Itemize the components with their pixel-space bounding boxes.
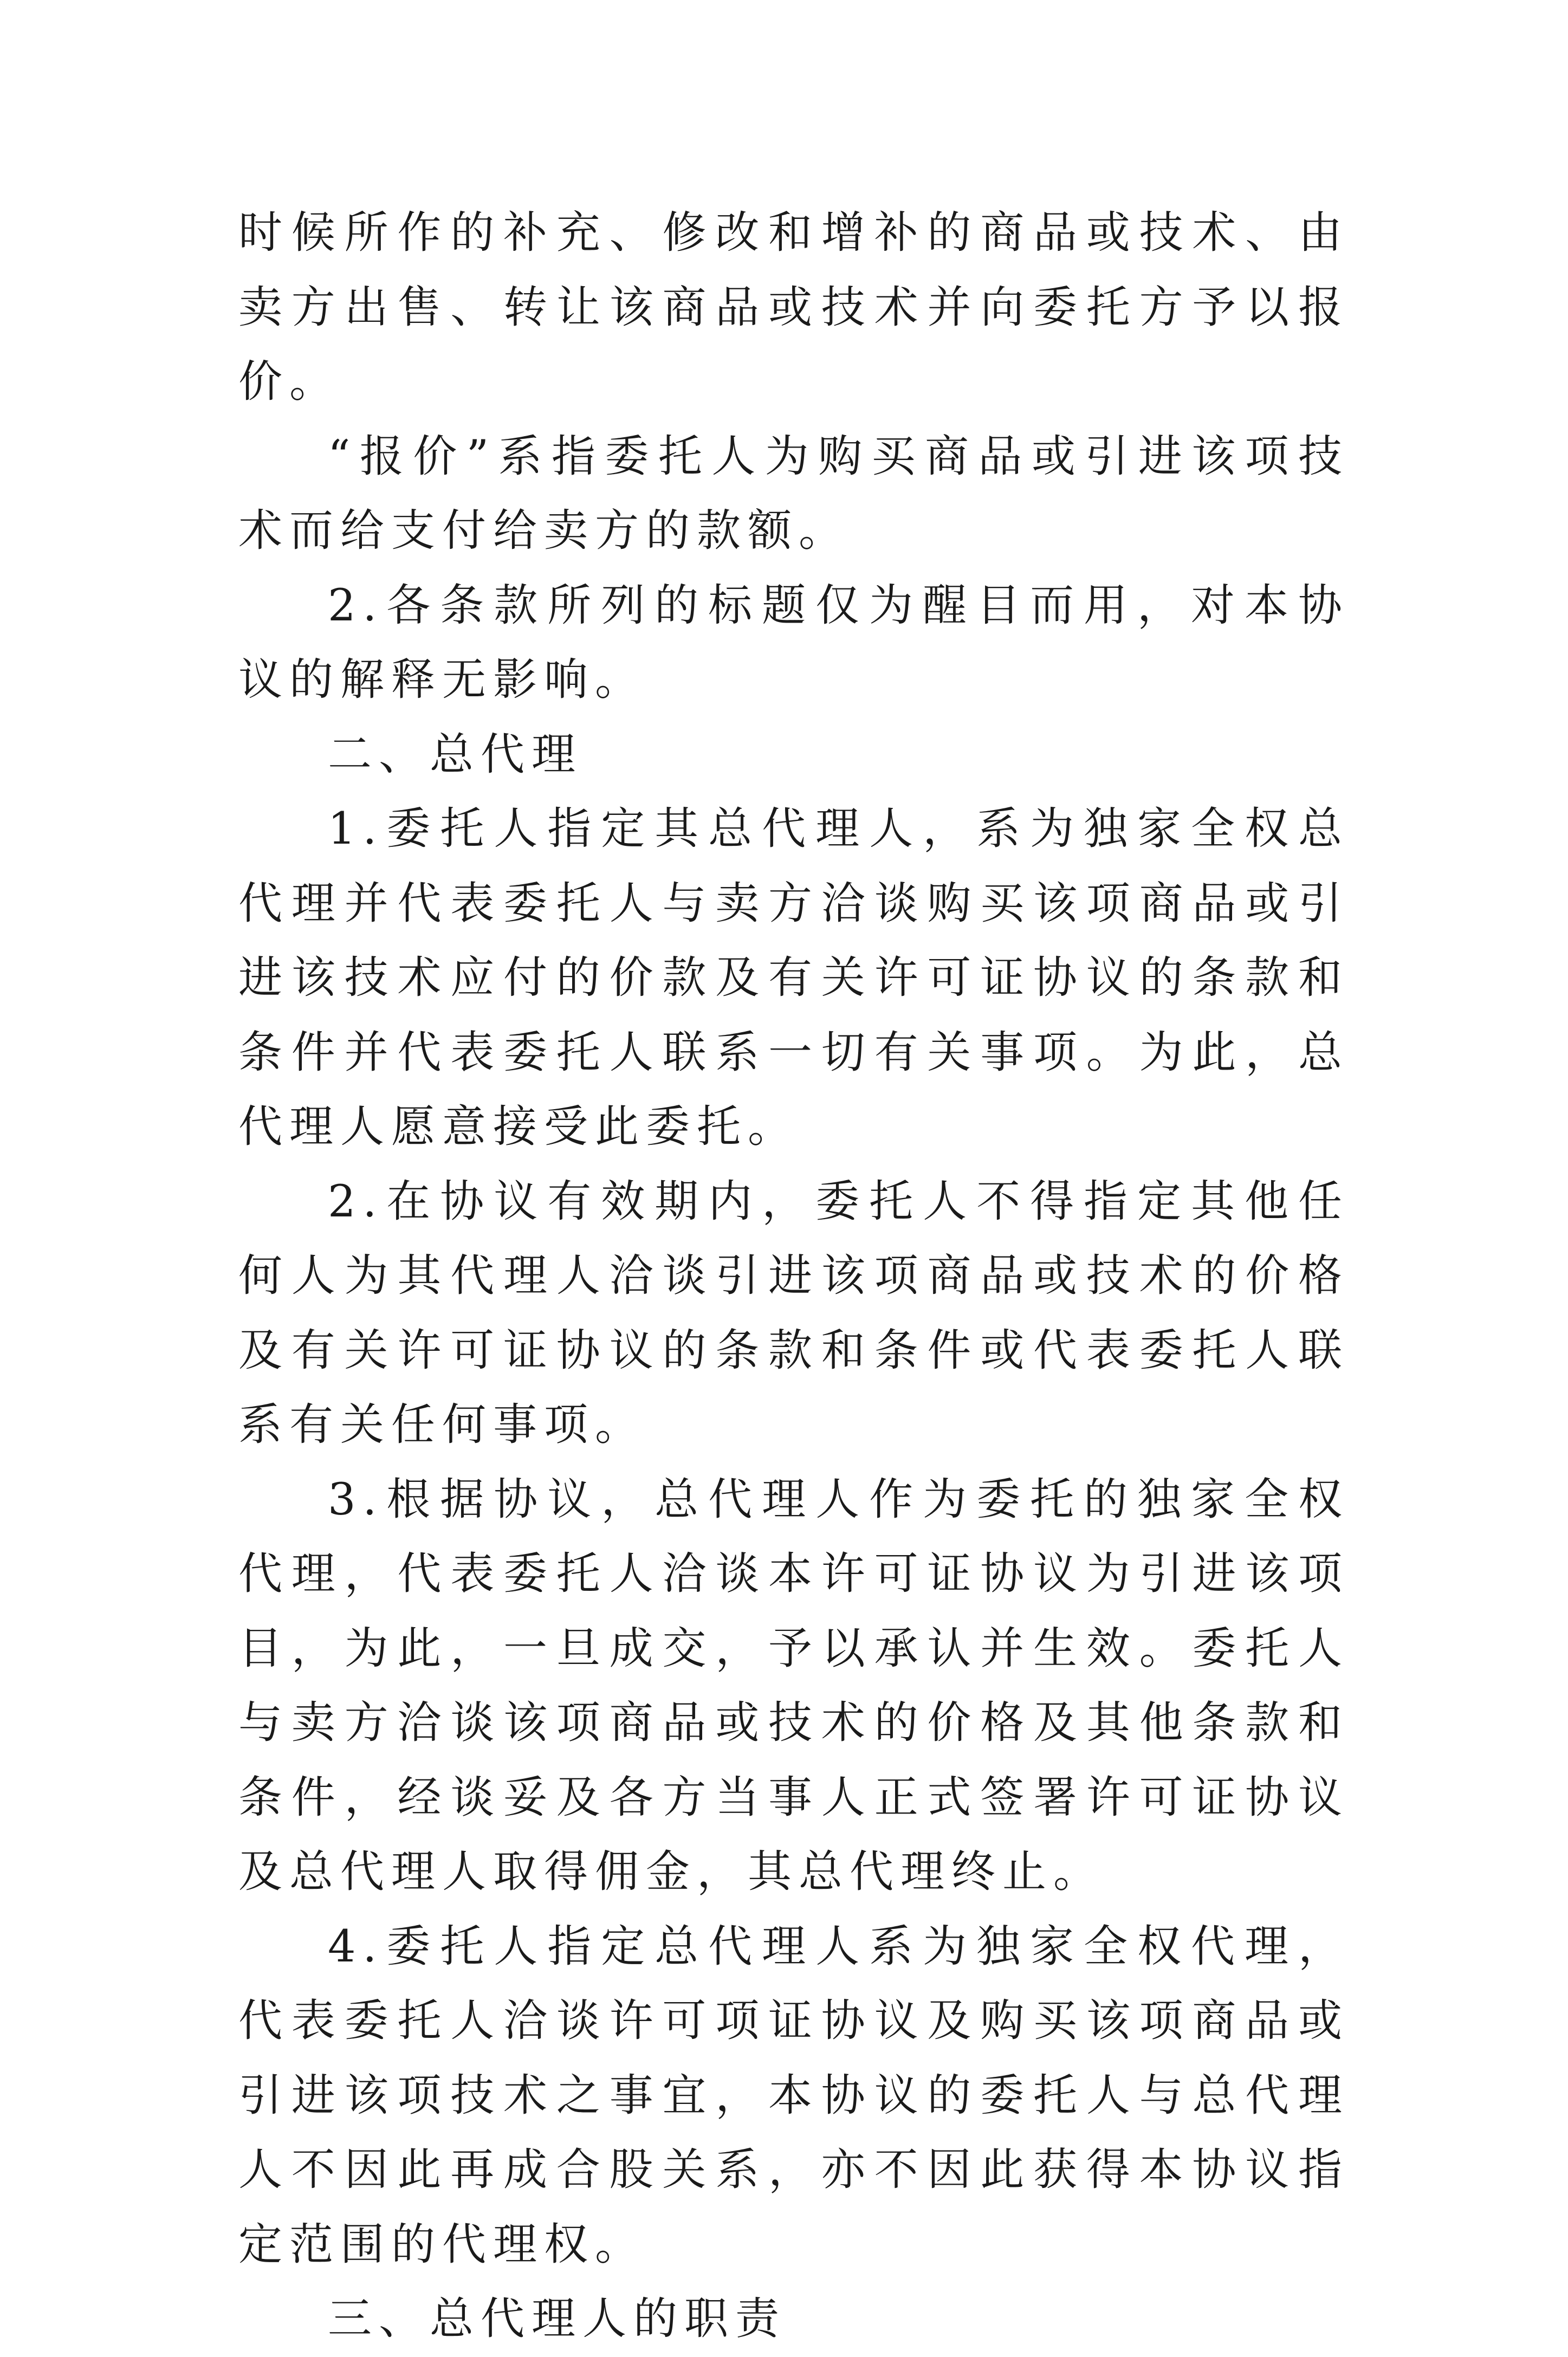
section-heading-agent-duties: 三、总代理人的职责: [328, 2294, 787, 2345]
section-heading-general-agent: 二、总代理: [328, 729, 583, 780]
paragraph-continuation: 时候所作的补充、修改和增补的商品或技术、由卖方出售、转让该商品或技术并向委托方予以报价。: [238, 208, 1349, 407]
document-body: [238, 196, 1349, 2357]
paragraph-clause-headings: 2.各条款所列的标题仅为醒目而用，对本协议的解释无影响。: [238, 580, 1349, 705]
paragraph-quote-definition: “报价”系指委托人为购买商品或引进该项技术而给支付给卖方的款额。: [238, 431, 1349, 556]
paragraph-clause-1: 1.委托人指定其总代理人，系为独家全权总代理并代表委托人与卖方洽谈购买该项商品或引进该技术应付的价款及有关许可证协议的条款和条件并代表委托人联系一切有关事项。为此，总代理人愿意接受此委托。: [238, 804, 1349, 1152]
paragraph-clause-4: 4.委托人指定总代理人系为独家全权代理，代表委托人洽谈许可项证协议及购买该项商品或引进该项技术之事宜，本协议的委托人与总代理人不因此再成合股关系，亦不因此获得本协议指定范围的代理权。: [238, 1921, 1349, 2270]
paragraph-clause-2: 2.在协议有效期内，委托人不得指定其他任何人为其代理人洽谈引进该项商品或技术的价格及有关许可证协议的条款和条件或代表委托人联系有关任何事项。: [238, 1176, 1349, 1451]
paragraph-clause-3: 3.根据协议，总代理人作为委托的独家全权代理，代表委托人洽谈本许可证协议为引进该项目，为此，一旦成交，予以承认并生效。委托人与卖方洽谈该项商品或技术的价格及其他条款和条件，经谈妥及各方当事人正式签署许可证协议及总代理人取得佣金，其总代理终止。: [238, 1474, 1349, 1898]
